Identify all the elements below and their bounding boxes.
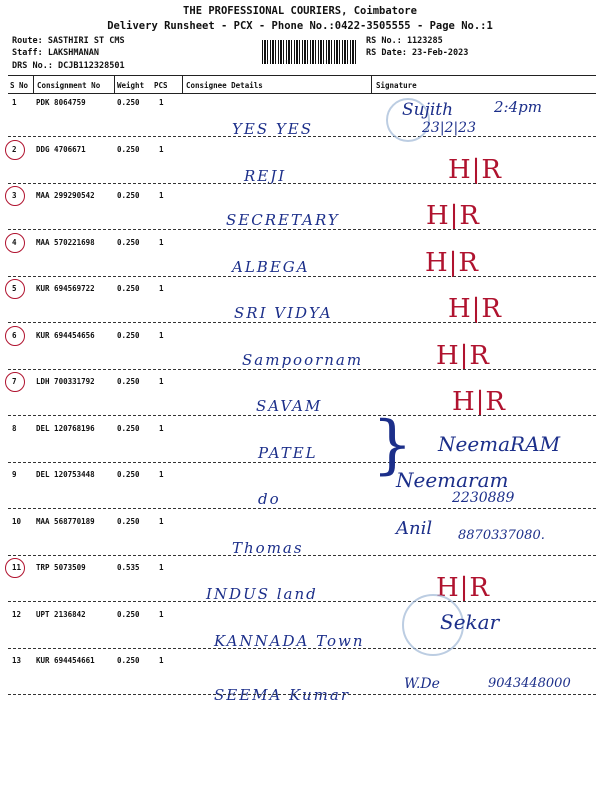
row-sno: 5 xyxy=(12,284,17,293)
consignment-number: MAA 570221698 xyxy=(36,237,95,247)
staff-label: Staff: LAKSHMANAN xyxy=(12,48,99,58)
serial-circle-mark xyxy=(5,186,25,206)
weight-value: 0.250 xyxy=(117,237,140,247)
row-divider xyxy=(8,462,596,463)
row-sno: 4 xyxy=(12,237,17,247)
consignee-name: ALBEGA xyxy=(232,257,310,276)
consignee-name: REJI xyxy=(244,166,287,185)
consignee-name: YES YES xyxy=(232,120,314,138)
row-sno: 7 xyxy=(12,377,17,386)
consignee-name: INDUS land xyxy=(206,585,318,603)
consignment-number: DEL 120753448 xyxy=(36,470,95,479)
row-divider xyxy=(8,601,596,602)
delivery-remark: H|R xyxy=(436,573,491,603)
consignee-name: PATEL xyxy=(258,443,318,462)
col-header-signature: Signature xyxy=(376,81,417,90)
serial-circle-mark xyxy=(5,558,25,578)
col-header-sno: S No xyxy=(10,81,29,90)
weight-value: 0.250 xyxy=(117,377,140,386)
row-sno: 3 xyxy=(12,191,17,200)
col-divider xyxy=(114,75,115,93)
col-header-weight: Weight xyxy=(117,81,145,90)
pcs-value: 1 xyxy=(159,609,164,619)
pcs-value: 1 xyxy=(159,98,164,107)
consignment-number: DEL 120768196 xyxy=(36,423,95,433)
consignment-number: MAA 299290542 xyxy=(36,191,95,200)
serial-circle-mark xyxy=(5,326,25,346)
row-divider xyxy=(8,508,596,509)
drs-number: DRS No.: DCJB112328501 xyxy=(12,61,125,71)
consignment-number: KUR 694454661 xyxy=(36,656,95,665)
row-sno: 10 xyxy=(12,516,22,526)
pcs-value: 1 xyxy=(159,144,164,154)
pcs-value: 1 xyxy=(159,656,164,665)
row-sno: 8 xyxy=(12,423,17,433)
pcs-value: 1 xyxy=(159,191,164,200)
consignment-number: DDG 4706671 xyxy=(36,144,86,154)
row-divider xyxy=(8,183,596,184)
weight-value: 0.250 xyxy=(117,191,140,200)
weight-value: 0.250 xyxy=(117,423,140,433)
row-sno: 12 xyxy=(12,609,22,619)
consignment-number: KUR 694569722 xyxy=(36,284,95,293)
route-label: Route: SASTHIRI ST CMS xyxy=(12,36,125,46)
pcs-value: 1 xyxy=(159,470,164,479)
serial-circle-mark xyxy=(5,233,25,253)
consignment-number: UPT 2136842 xyxy=(36,609,86,619)
phone-row-10: 8870337080. xyxy=(458,528,545,543)
col-header-pcs: PCS xyxy=(154,81,168,90)
row-divider xyxy=(8,229,596,230)
delivery-remark: H|R xyxy=(448,294,503,324)
consignee-name: do xyxy=(258,490,281,508)
signature-row-13: W.De xyxy=(404,676,440,692)
row-divider xyxy=(8,136,596,137)
signature-row-1: Sujith xyxy=(402,100,454,120)
weight-value: 0.250 xyxy=(117,144,140,154)
serial-circle-mark xyxy=(5,372,25,392)
signature-date: 23|2|23 xyxy=(422,120,476,136)
serial-circle-mark xyxy=(5,279,25,299)
signature-row-10: Anil xyxy=(396,518,433,539)
delivery-remark: H|R xyxy=(426,201,481,231)
company-title: THE PROFESSIONAL COURIERS, Coimbatore xyxy=(183,5,417,17)
phone-row-9: 2230889 xyxy=(452,490,515,506)
row-divider xyxy=(8,369,596,370)
col-header-consignment: Consignment No xyxy=(37,81,101,90)
delivery-remark: H|R xyxy=(436,340,491,371)
col-header-consignee: Consignee Details xyxy=(186,81,263,90)
delivery-remark: H|R xyxy=(448,154,503,185)
pcs-value: 1 xyxy=(159,237,164,247)
col-divider xyxy=(33,75,34,93)
weight-value: 0.250 xyxy=(117,656,140,665)
row-sno: 1 xyxy=(12,98,17,107)
serial-circle-mark xyxy=(5,140,25,160)
signature-row-9: Neemaram xyxy=(396,468,509,492)
pcs-value: 1 xyxy=(159,516,164,526)
weight-value: 0.250 xyxy=(117,609,140,619)
rs-number: RS No.: 1123285 xyxy=(366,36,443,46)
phone-row-13: 9043448000 xyxy=(488,676,571,691)
row-divider xyxy=(8,555,596,556)
signature-row-12: Sekar xyxy=(440,610,500,634)
col-divider xyxy=(371,75,372,93)
row-divider xyxy=(8,322,596,323)
pcs-value: 1 xyxy=(159,284,164,293)
consignee-name: SAVAM xyxy=(256,397,323,415)
runsheet-title: Delivery Runsheet - PCX - Phone No.:0422-3505555 - Page No.:1 xyxy=(107,20,493,32)
consignee-name: SRI VIDYA xyxy=(234,304,333,322)
weight-value: 0.250 xyxy=(117,330,140,340)
barcode xyxy=(262,40,358,64)
consignment-number: LDH 700331792 xyxy=(36,377,95,386)
bracket-mark: } xyxy=(372,408,413,482)
rs-date: RS Date: 23-Feb-2023 xyxy=(366,48,469,58)
consignment-number: PDK 8064759 xyxy=(36,98,86,107)
row-sno: 6 xyxy=(12,330,17,340)
consignment-number: TRP 5073509 xyxy=(36,563,86,572)
pcs-value: 1 xyxy=(159,377,164,386)
consignee-name: SEEMA Kumar xyxy=(214,686,351,704)
pcs-value: 1 xyxy=(159,330,164,340)
consignee-name: KANNADA Town xyxy=(214,631,365,650)
row-sno: 13 xyxy=(12,656,22,665)
consignment-number: KUR 694454656 xyxy=(36,330,95,340)
pcs-value: 1 xyxy=(159,563,164,572)
row-divider xyxy=(8,276,596,277)
row-sno: 9 xyxy=(12,470,17,479)
table-header-border xyxy=(8,93,596,94)
weight-value: 0.250 xyxy=(117,470,140,479)
weight-value: 0.250 xyxy=(117,284,140,293)
weight-value: 0.535 xyxy=(117,563,140,572)
table-top-border xyxy=(8,75,596,76)
delivery-remark: H|R xyxy=(425,247,480,278)
row-divider xyxy=(8,648,596,649)
delivery-remark: H|R xyxy=(452,387,507,417)
consignee-name: SECRETARY xyxy=(226,211,340,229)
weight-value: 0.250 xyxy=(117,98,140,107)
consignee-name: Thomas xyxy=(232,538,304,557)
row-sno: 2 xyxy=(12,144,17,154)
row-divider xyxy=(8,415,596,416)
consignee-name: Sampoornam xyxy=(242,350,364,369)
row-divider xyxy=(8,694,596,695)
consignment-number: MAA 568770189 xyxy=(36,516,95,526)
row-sno: 11 xyxy=(12,563,22,572)
signature-time: 2:4pm xyxy=(494,98,542,116)
weight-value: 0.250 xyxy=(117,516,140,526)
signature-row-8: NeemaRAM xyxy=(438,432,561,456)
pcs-value: 1 xyxy=(159,423,164,433)
col-divider xyxy=(182,75,183,93)
